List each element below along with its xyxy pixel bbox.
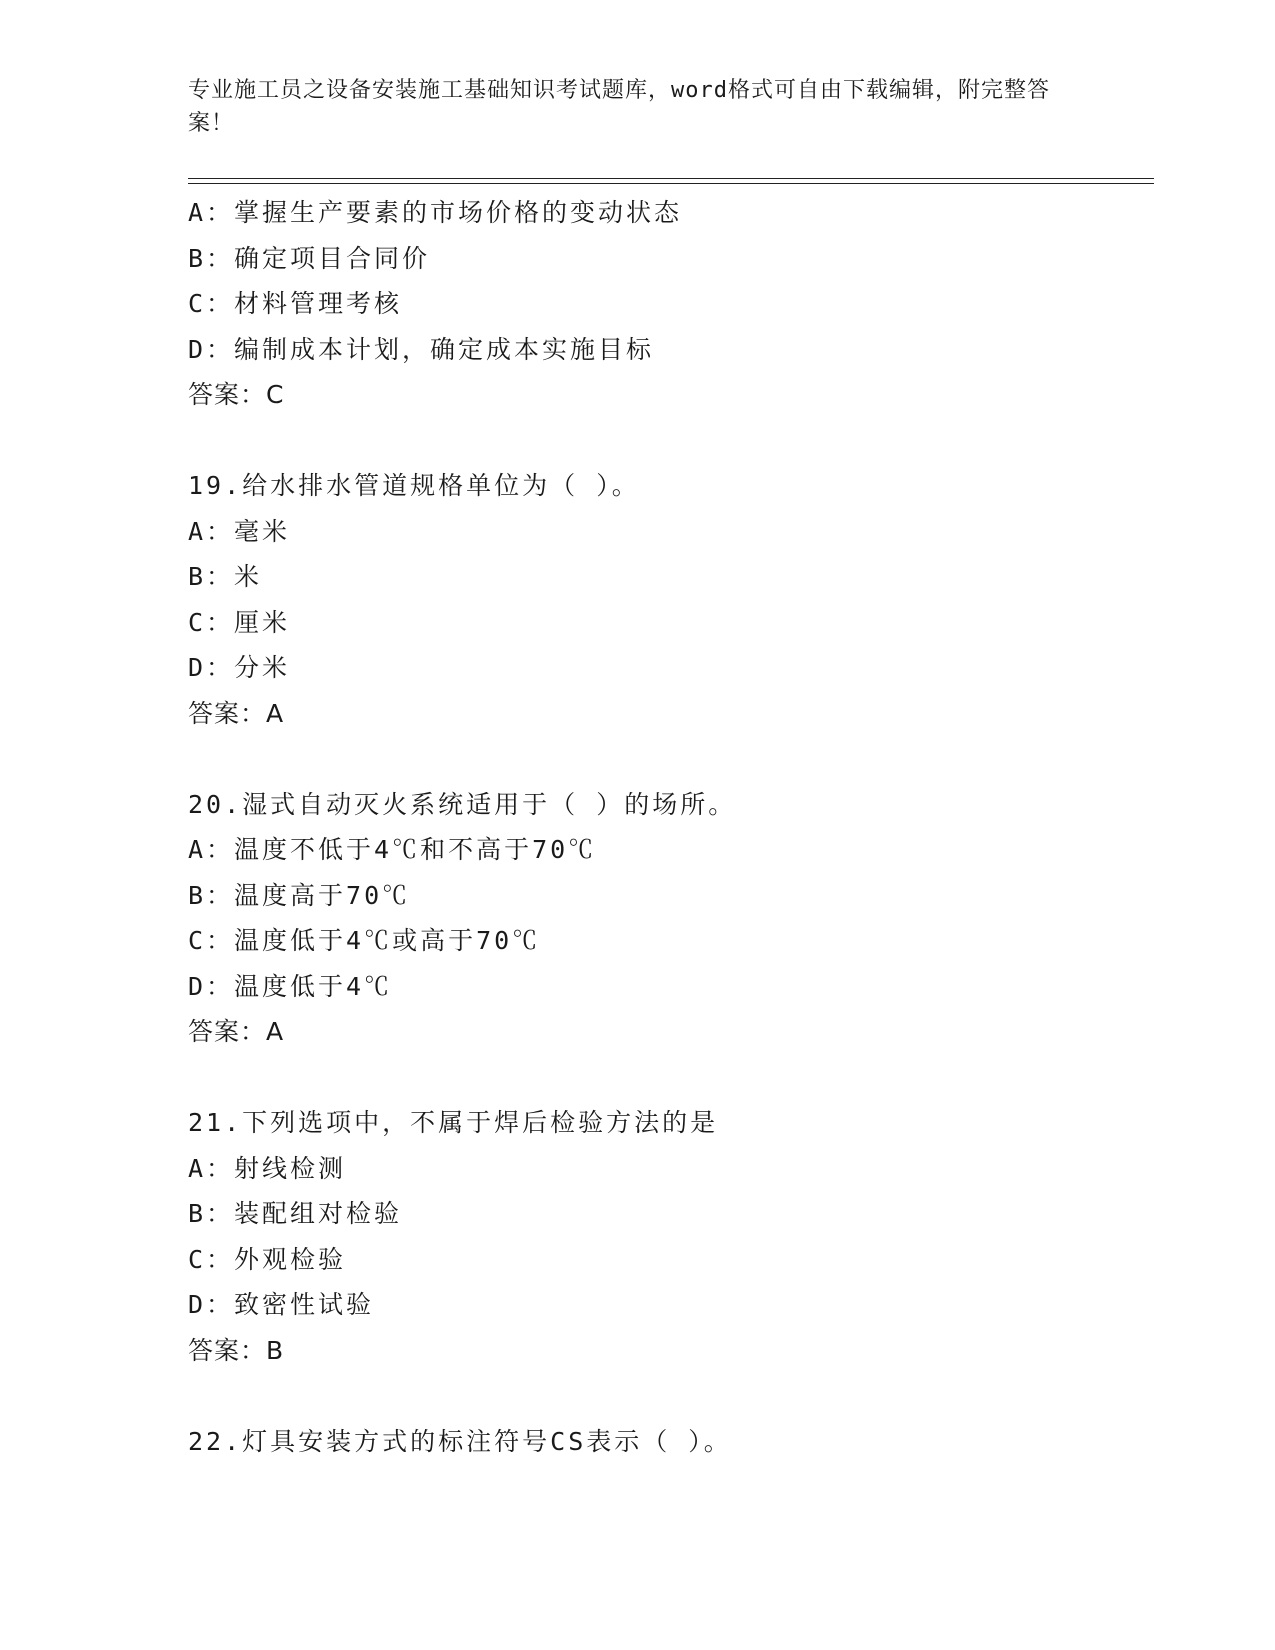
spacer xyxy=(188,418,1154,464)
question-text: 19.给水排水管道规格单位为（ ）。 xyxy=(188,471,640,500)
question-list xyxy=(188,190,1154,1464)
option-c: C：温度低于4℃或高于70℃ xyxy=(188,926,541,955)
question-text: 22.灯具安装方式的标注符号CS表示（ ）。 xyxy=(188,1426,732,1456)
header-divider-top xyxy=(188,178,1154,179)
answer-line: 答案：C xyxy=(188,380,285,409)
option-b: B：确定项目合同价 xyxy=(188,243,431,273)
option-a: A：毫米 xyxy=(188,516,291,546)
option-d: D：温度低于4℃ xyxy=(188,971,393,1001)
question-block-22 xyxy=(188,1419,1154,1465)
option-a: A：温度不低于4℃和不高于70℃ xyxy=(188,835,597,864)
question-block-21 xyxy=(188,1100,1154,1373)
spacer xyxy=(188,1373,1154,1419)
answer-line: 答案：A xyxy=(188,698,285,728)
option-b: B：温度高于70℃ xyxy=(188,880,411,910)
question-block-19 xyxy=(188,463,1154,736)
option-b: B：装配组对检验 xyxy=(188,1199,403,1228)
question-block-18 xyxy=(188,190,1154,418)
option-d: D：编制成本计划，确定成本实施目标 xyxy=(188,334,655,364)
spacer xyxy=(188,1055,1154,1101)
option-a: A：掌握生产要素的市场价格的变动状态 xyxy=(188,198,683,227)
document-header xyxy=(188,74,1068,140)
answer-line: 答案：B xyxy=(188,1335,285,1365)
option-b: B：米 xyxy=(188,562,263,591)
header-divider-bottom xyxy=(188,183,1154,184)
option-a: A：射线检测 xyxy=(188,1153,347,1183)
spacer xyxy=(188,736,1154,782)
option-c: C：材料管理考核 xyxy=(188,289,403,318)
answer-line: 答案：A xyxy=(188,1017,285,1046)
question-text: 21.下列选项中，不属于焊后检验方法的是 xyxy=(188,1108,719,1137)
option-c: C：厘米 xyxy=(188,607,291,637)
option-c: C：外观检验 xyxy=(188,1244,347,1274)
header-text: 专业施工员之设备安装施工基础知识考试题库，word格式可自由下载编辑，附完整答案！ xyxy=(188,78,1050,136)
option-d: D：致密性试验 xyxy=(188,1290,375,1319)
option-d: D：分米 xyxy=(188,653,291,682)
question-text: 20.湿式自动灭火系统适用于（ ）的场所。 xyxy=(188,789,737,819)
question-block-20 xyxy=(188,782,1154,1055)
